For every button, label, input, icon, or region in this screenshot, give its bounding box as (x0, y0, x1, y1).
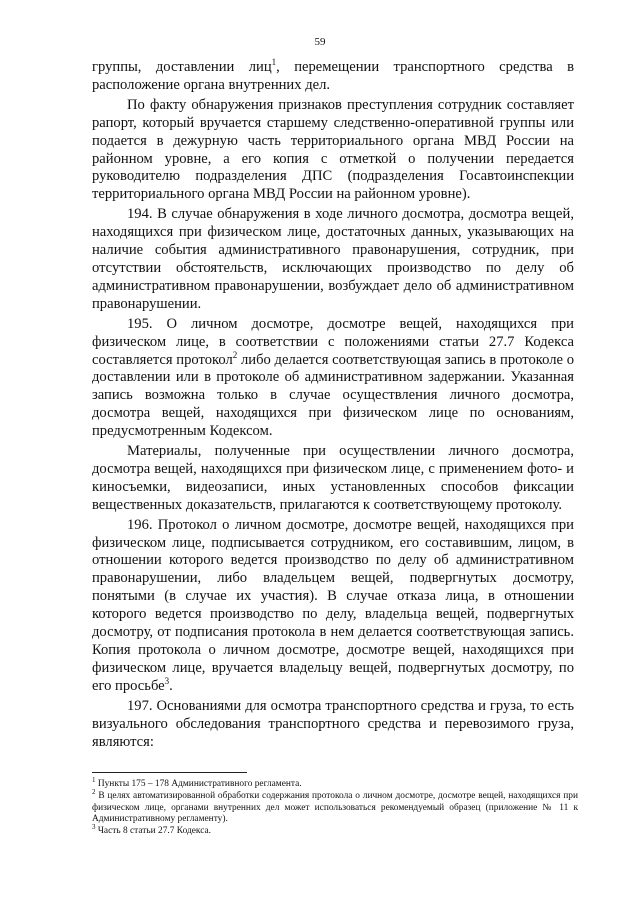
footnote-text: В целях автоматизированной обработки содержания протокола о личном досмотре, досмотре вещей, находящихся при физическом лице, органами внутренних дел может использоваться рекомендуемый образец (приложение № 11 к Административному регламенту). (92, 791, 578, 824)
paragraph-text: 194. В случае обнаружения в ходе личного досмотра, досмотра вещей, находящихся при физическом лице, достаточных данных, указывающих на наличие события административного правонарушения, сотрудник, при отсутствии обстоятельств, исключающих производство по делу об административном правонарушении, возбуждает дело об административном правонарушении. (92, 206, 574, 312)
paragraph-text: 197. Основаниями для осмотра транспортного средства и груза, то есть визуального обследования транспортного средства и перевозимого груза, являются: (92, 697, 574, 750)
footnote-mark: 1 (92, 775, 96, 784)
paragraph-crime-report (92, 97, 574, 204)
body-text (92, 59, 574, 753)
footnote-divider (92, 772, 247, 773)
paragraph-continuation (92, 59, 574, 95)
paragraph-196 (92, 517, 574, 696)
paragraph-text-tail: . (169, 677, 173, 694)
paragraph-text: группы, доставлении лиц (92, 59, 272, 75)
paragraph-text: По факту обнаружения признаков преступления сотрудник составляет рапорт, который вручается старшему следственно-оперативной группы или подается в дежурную часть территориального органа МВД России на районном уровне, а его копия с отметкой о получении передается руководителю подразделения ДПС (подразделения Госавтоинспекции территориального органа МВД России на районном уровне). (92, 96, 574, 203)
paragraph-materials (92, 443, 574, 515)
footnote-2 (92, 788, 578, 825)
paragraph-text: Материалы, полученные при осуществлении личного досмотра, досмотра вещей, находящихся при физическом лице, с применением фото- и киносъемки, видеозаписи, иных установленных способов фиксации вещественных доказательств, прилагаются к соответствующему протоколу. (92, 443, 574, 513)
footnote-text: Пункты 175 – 178 Административного регламента. (95, 779, 302, 789)
paragraph-194 (92, 206, 574, 313)
paragraph-197 (92, 698, 574, 752)
footnote-mark: 3 (92, 823, 96, 832)
footnote-text: Часть 8 статьи 27.7 Кодекса. (95, 826, 212, 837)
paragraph-text: 195. О личном досмотре, досмотре вещей, находящихся при физическом лице, в соответствии с положениями статьи 27.7 Кодекса составляется протокол (92, 315, 574, 368)
footnote-ref-1[interactable]: 1 (271, 57, 277, 68)
footnotes (92, 775, 578, 838)
paragraph-text-tail: либо делается соответствующая запись в протоколе о доставлении или в протоколе об административном задержании. Указанная запись возможна только в случае осуществления личного досмотра, досмотра вещей, находящихся при физическом лице по основаниям, предусмотренным Кодексом. (92, 351, 574, 440)
footnote-1 (92, 775, 578, 790)
paragraph-195 (92, 316, 574, 441)
footnote-3 (92, 823, 578, 837)
footnote-mark: 2 (92, 788, 96, 797)
footnote-ref-3[interactable]: 3 (164, 675, 170, 686)
page-number: 59 (314, 36, 326, 48)
paragraph-text: 196. Протокол о личном досмотре, досмотре вещей, находящихся при физическом лице, подписывается сотрудником, его составившим, лицом, в отношении которого ведется производство по делу об административном правонарушении, либо владельцем вещей, подвергнутых досмотру, понятыми (в случае их участия). В случае отказа лица, в отношении которого ведется производство по делу, владельца вещей, подвергнутых досмотру, от подписания протокола в нем делается соответствующая запись. Копия протокола о личном досмотре, досмотре вещей, находящихся при физическом лице, вручается владельцу вещей, подвергнутых досмотру, по его просьбе (92, 516, 574, 694)
footnote-ref-2[interactable]: 2 (232, 349, 238, 360)
paragraph-text-tail: , перемещении транспортного средства в расположение органа внутренних дел. (92, 59, 574, 93)
